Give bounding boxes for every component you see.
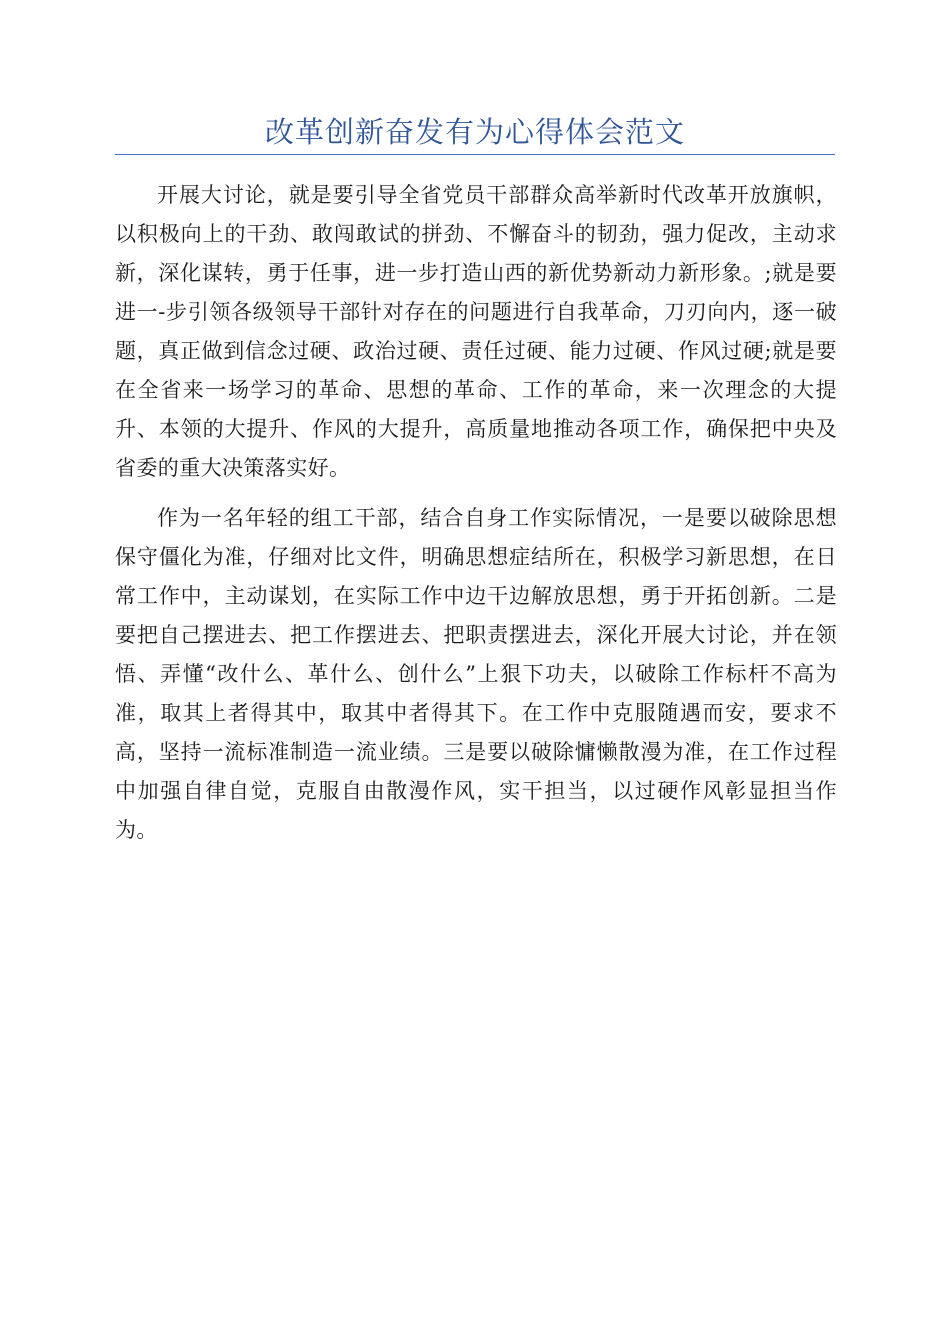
document-title: 改革创新奋发有为心得体会范文 <box>264 115 685 149</box>
paragraph-2: 作为一名年轻的组工干部，结合自身工作实际情况，一是要以破除思想保守僵化为准，仔细对比文件，明确思想症结所在，积极学习新思想，在日常工作中，主动谋划，在实际工作中边干边解放思想，勇于开拓创新。二是要把自己摆进去、把工作摆进去、把职责摆进去，深化开展大讨论，并在领悟、弄懂“改什么、革什么、创什么”上狠下功夫，以破除工作标杆不高为准，取其上者得其中，取其中者得其下。在工作中克服随遇而安，要求不高，坚持一流标准制造一流业绩。三是要以破除慵懒散漫为准，在工作过程中加强自律自觉，克服自由散漫作风，实干担当，以过硬作风彰显担当作为。 <box>115 506 837 842</box>
title-underline <box>115 154 835 155</box>
document-body <box>115 176 837 861</box>
paragraph-1: 开展大讨论，就是要引导全省党员干部群众高举新时代改革开放旗帜，以积极向上的干劲、敢闯敢试的拼劲、不懈奋斗的韧劲，强力促改，主动求新，深化谋转，勇于任事，进一步打造山西的新优势新动力新形象。;就是要进一-步引领各级领导干部针对存在的问题进行自我革命，刀刃向内，逐一破题，真正做到信念过硬、政治过硬、责任过硬、能力过硬、作风过硬;就是要在全省来一场学习的革命、思想的革命、工作的革命，来一次理念的大提升、本领的大提升、作风的大提升，高质量地推动各项工作，确保把中央及省委的重大决策落实好。 <box>115 183 837 480</box>
title-block <box>115 112 835 155</box>
